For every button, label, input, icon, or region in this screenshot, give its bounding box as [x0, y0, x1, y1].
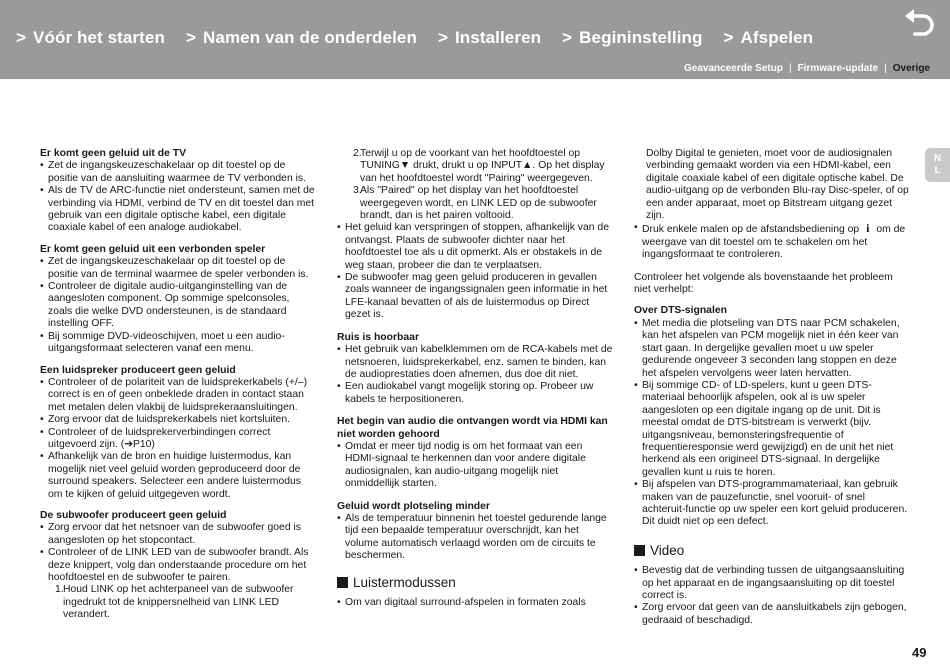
section-heading: Er komt geen geluid uit een verbonden speler	[40, 243, 266, 255]
chevron-right-icon: >	[723, 28, 734, 47]
content-column-middle	[337, 148, 613, 609]
list-item: • Afhankelijk van de bron en huidige luistermodus, kan mogelijk niet veel geluid worden geproduceerd door de surround speakers. Selecteer een andere luistermodus om te kijken of geluid uitgegeven wordt.	[40, 451, 316, 501]
list-item: • Controleer of de luidsprekerverbindingen correct uitgevoerd zijn. (➔P10)	[40, 427, 316, 452]
chevron-right-icon: >	[16, 28, 27, 47]
nav-link-label: Namen van de onderdelen	[203, 28, 417, 47]
list-item: • Controleer de digitale audio-uitganginstelling van de aangesloten component. Op sommige spelconsoles, zoals die welke DVD ondersteunen, is de standaard instelling OFF.	[40, 281, 316, 331]
paragraph: Dolby Digital te genieten, moet voor de audiosignalen verbinding gemaakt worden via een HDMI-kabel, een digitale coaxiale kabel of een digitale optische kabel. De audio-uitgang op de verbonden Blu-ray Disc-speler, of op een ander apparaat, moet op Bitstream uitgang gezet zijn.	[646, 148, 909, 222]
chapter-heading-label: Luistermodussen	[353, 574, 456, 590]
list-item: • Als de TV de ARC-functie niet ondersteunt, samen met de verbinding via HDMI, verbind de TV en dit toestel dan met gebruik van een digitale optische kabel, een digitale coaxiale kabel of een analoge audiokabel.	[40, 185, 316, 235]
bullet-list	[40, 377, 316, 501]
list-item: • Bij sommige CD- of LD-spelers, kunt u geen DTS-materiaal behoorlijk afspelen, ook al is uw speler aangesloten op een digitale ingang op de unit. Dit is meestal omdat de DTS-bitstream is verwerkt (bijv. uitgangsniveau, bemonsteringsfrequentie of frequentieresponsie werd gewijzigd) en de unit het niet herkend als een origineel DTS-signaal. In dergelijke gevallen kunt u ruis te horen.	[634, 380, 910, 479]
chapter-heading	[337, 574, 613, 590]
list-item: • Het gebruik van kabelklemmen om de RCA-kabels met de netsnoeren, luidsprekerkabel, enz. samen te binden, kan de audioprestaties doen afnemen, dus doe dit niet.	[337, 344, 613, 381]
numbered-step	[337, 148, 613, 185]
nav-link-voor-het-starten[interactable]	[16, 28, 165, 48]
step-number: 1.	[55, 584, 64, 596]
list-item: • Zet de ingangskeuzeschakelaar op dit toestel op de positie van de terminal waarmee de speler verbonden is.	[40, 256, 316, 281]
bullet-list	[40, 522, 316, 621]
list-item: • Zorg ervoor dat geen van de aansluitkabels zijn gebogen, gedraaid of beschadigd.	[634, 602, 910, 627]
list-item: • Bij afspelen van DTS-programmamateriaal, kan gebruik maken van de pauzefunctie, snel vooruit- of snel achteruit-functie op uw speler een kort geluid produceren. Dit duidt niet op een defect.	[634, 479, 910, 529]
list-item: • Als de temperatuur binnenin het toestel gedurende lange tijd een bepaalde temperatuur overschrijdt, kan het volume automatisch verlaagd worden om de circuits te beschermen.	[337, 513, 613, 563]
chevron-right-icon: >	[562, 28, 573, 47]
section-heading: De subwoofer produceert geen geluid	[40, 509, 227, 521]
list-item: • Het geluid kan verspringen of stoppen, afhankelijk van de ontvangst. Plaats de subwoofer dichter naar het hoofdtoestel toe als u dit opmerkt. Als er obstakels in de weg staan, probeer die dan te verplaatsen.	[337, 222, 613, 272]
bullet-list	[337, 597, 613, 609]
bullet-list	[40, 160, 316, 234]
language-tab	[925, 148, 950, 182]
chapter-heading	[634, 542, 910, 558]
list-item: • De subwoofer mag geen geluid produceren in gevallen zoals wanneer de ingangssignalen geen informatie in het LFE-kanaal bevatten of als de luistermodus op Direct gezet is.	[337, 272, 613, 322]
subnav-link-geavanceerde-setup[interactable]: Geavanceerde Setup	[684, 63, 783, 74]
content-column-left	[40, 148, 316, 622]
list-item: • Controleer of de polariteit van de luidsprekerkabels (+/–) correct is en of geen onbeklede draden in contact staan met metalen delen vlakbij de luidsprekeraansluitingen.	[40, 377, 316, 414]
bullet-list	[337, 441, 613, 491]
list-item-text: om de weergave van dit toestel om te schakelen om het ingangsformaat te controleren.	[642, 224, 906, 261]
nav-link-label: Vóór het starten	[33, 28, 165, 47]
section-heading: Er komt geen geluid uit de TV	[40, 148, 187, 159]
header-bar	[0, 0, 950, 79]
list-item: • Omdat er meer tijd nodig is om het formaat van een HDMI-signaal te herkennen dan voor andere digitale audiosignalen, kan audio-uitgang mogelijk niet onmiddellijk starten.	[337, 441, 613, 491]
step-text: Terwijl u op de voorkant van het hoofdtoestel op TUNING▼ drukt, drukt u op INPUT▲. Op het display van het hoofdtoestel wordt "Pairing" weergegeven.	[360, 148, 605, 184]
numbered-step	[40, 584, 316, 621]
chevron-right-icon: >	[437, 28, 448, 47]
sub-navigation	[684, 63, 930, 74]
nav-link-label: Installeren	[454, 28, 542, 47]
list-item: • Met media die plotseling van DTS naar PCM schakelen, kan het afspelen van PCM mogelijk niet in één keer van start gaan. In dergelijke gevallen moet u uw speler gedurende ongeveer 3 seconden lang stoppen en deze het afspelen vervolgens weer laten hervatten.	[634, 318, 910, 380]
list-item: • Zorg ervoor dat het netsnoer van de subwoofer goed is aangesloten op het stopcontact.	[40, 522, 316, 547]
return-arrow-icon[interactable]	[903, 8, 937, 38]
list-item: • Zorg ervoor dat de luidsprekerkabels niet kortsluiten.	[40, 414, 316, 426]
page-number: 49	[912, 645, 927, 660]
step-number: 2.	[353, 148, 362, 159]
square-bullet-icon	[337, 577, 348, 588]
nav-link-afspelen[interactable]	[724, 28, 814, 48]
section-heading: Over DTS-signalen	[634, 305, 727, 317]
bullet-list	[634, 565, 910, 627]
subnav-separator: |	[788, 63, 792, 74]
list-item: • Controleer of de LINK LED van de subwoofer brandt. Als deze knippert, volg dan onderstaande procedure om het hoofdtoestel en de subwoofer te pairen.	[40, 547, 316, 584]
step-text: Houd LINK op het achterpaneel van de subwoofer ingedrukt tot de knippersnelheid van LINK LED verandert.	[63, 584, 294, 621]
subnav-link-overige[interactable]: Overige	[892, 63, 930, 74]
nav-link-namen-onderdelen[interactable]	[186, 28, 417, 48]
bullet-list	[337, 513, 613, 563]
subnav-link-firmware-update[interactable]: Firmware-update	[797, 63, 879, 74]
content-column-right	[634, 148, 910, 627]
list-item: • Een audiokabel vangt mogelijk storing op. Probeer uw kabels te herpositioneren.	[337, 381, 613, 406]
list-item-text: Druk enkele malen op de afstandsbediening op	[642, 224, 860, 236]
breadcrumb-nav	[16, 28, 834, 48]
bullet-list	[40, 256, 316, 355]
section-heading: Een luidspreker produceert geen geluid	[40, 364, 236, 376]
chapter-heading-label: Video	[650, 542, 685, 558]
nav-link-installeren[interactable]	[438, 28, 541, 48]
nav-link-begininstelling[interactable]	[562, 28, 702, 48]
list-item: • Bevestig dat de verbinding tussen de uitgangsaansluiting op het apparaat en de ingangsaansluiting op dit toestel correct is.	[634, 565, 910, 602]
section-heading: Het begin van audio die ontvangen wordt via HDMI kan niet worden gehoord	[337, 416, 608, 440]
language-tab-letter: N	[933, 153, 942, 164]
numbered-step	[337, 185, 613, 222]
list-item: • Zet de ingangskeuzeschakelaar op dit toestel op de positie van de aansluiting waarmee de TV verbonden is.	[40, 160, 316, 185]
info-icon: i	[866, 221, 870, 236]
section-heading: Geluid wordt plotseling minder	[337, 500, 490, 512]
step-number: 3.	[353, 185, 362, 197]
paragraph: Controleer het volgende als bovenstaande het probleem niet verhelpt:	[634, 271, 893, 296]
list-item: • Om van digitaal surround-afspelen in formaten zoals	[337, 597, 613, 609]
step-text: Als "Paired" op het display van het hoofdtoestel weergegeven wordt, en LINK LED op de subwoofer brandt, dan is het pairen voltooid.	[360, 185, 597, 222]
section-heading: Ruis is hoorbaar	[337, 331, 419, 343]
nav-link-label: Begininstelling	[579, 28, 703, 47]
chevron-right-icon: >	[186, 28, 197, 47]
bullet-list	[634, 318, 910, 529]
bullet-list	[337, 344, 613, 406]
list-item: • Bij sommige DVD-videoschijven, moet u een audio-uitgangsformaat selecteren vanaf een menu.	[40, 331, 316, 356]
list-item	[634, 222, 910, 261]
bullet-list	[634, 222, 910, 261]
nav-link-label: Afspelen	[740, 28, 814, 47]
subnav-separator: |	[884, 63, 887, 74]
square-bullet-icon	[634, 545, 645, 556]
numbered-list	[337, 148, 613, 222]
language-tab-letter: L	[934, 165, 941, 176]
bullet-list	[337, 222, 613, 321]
